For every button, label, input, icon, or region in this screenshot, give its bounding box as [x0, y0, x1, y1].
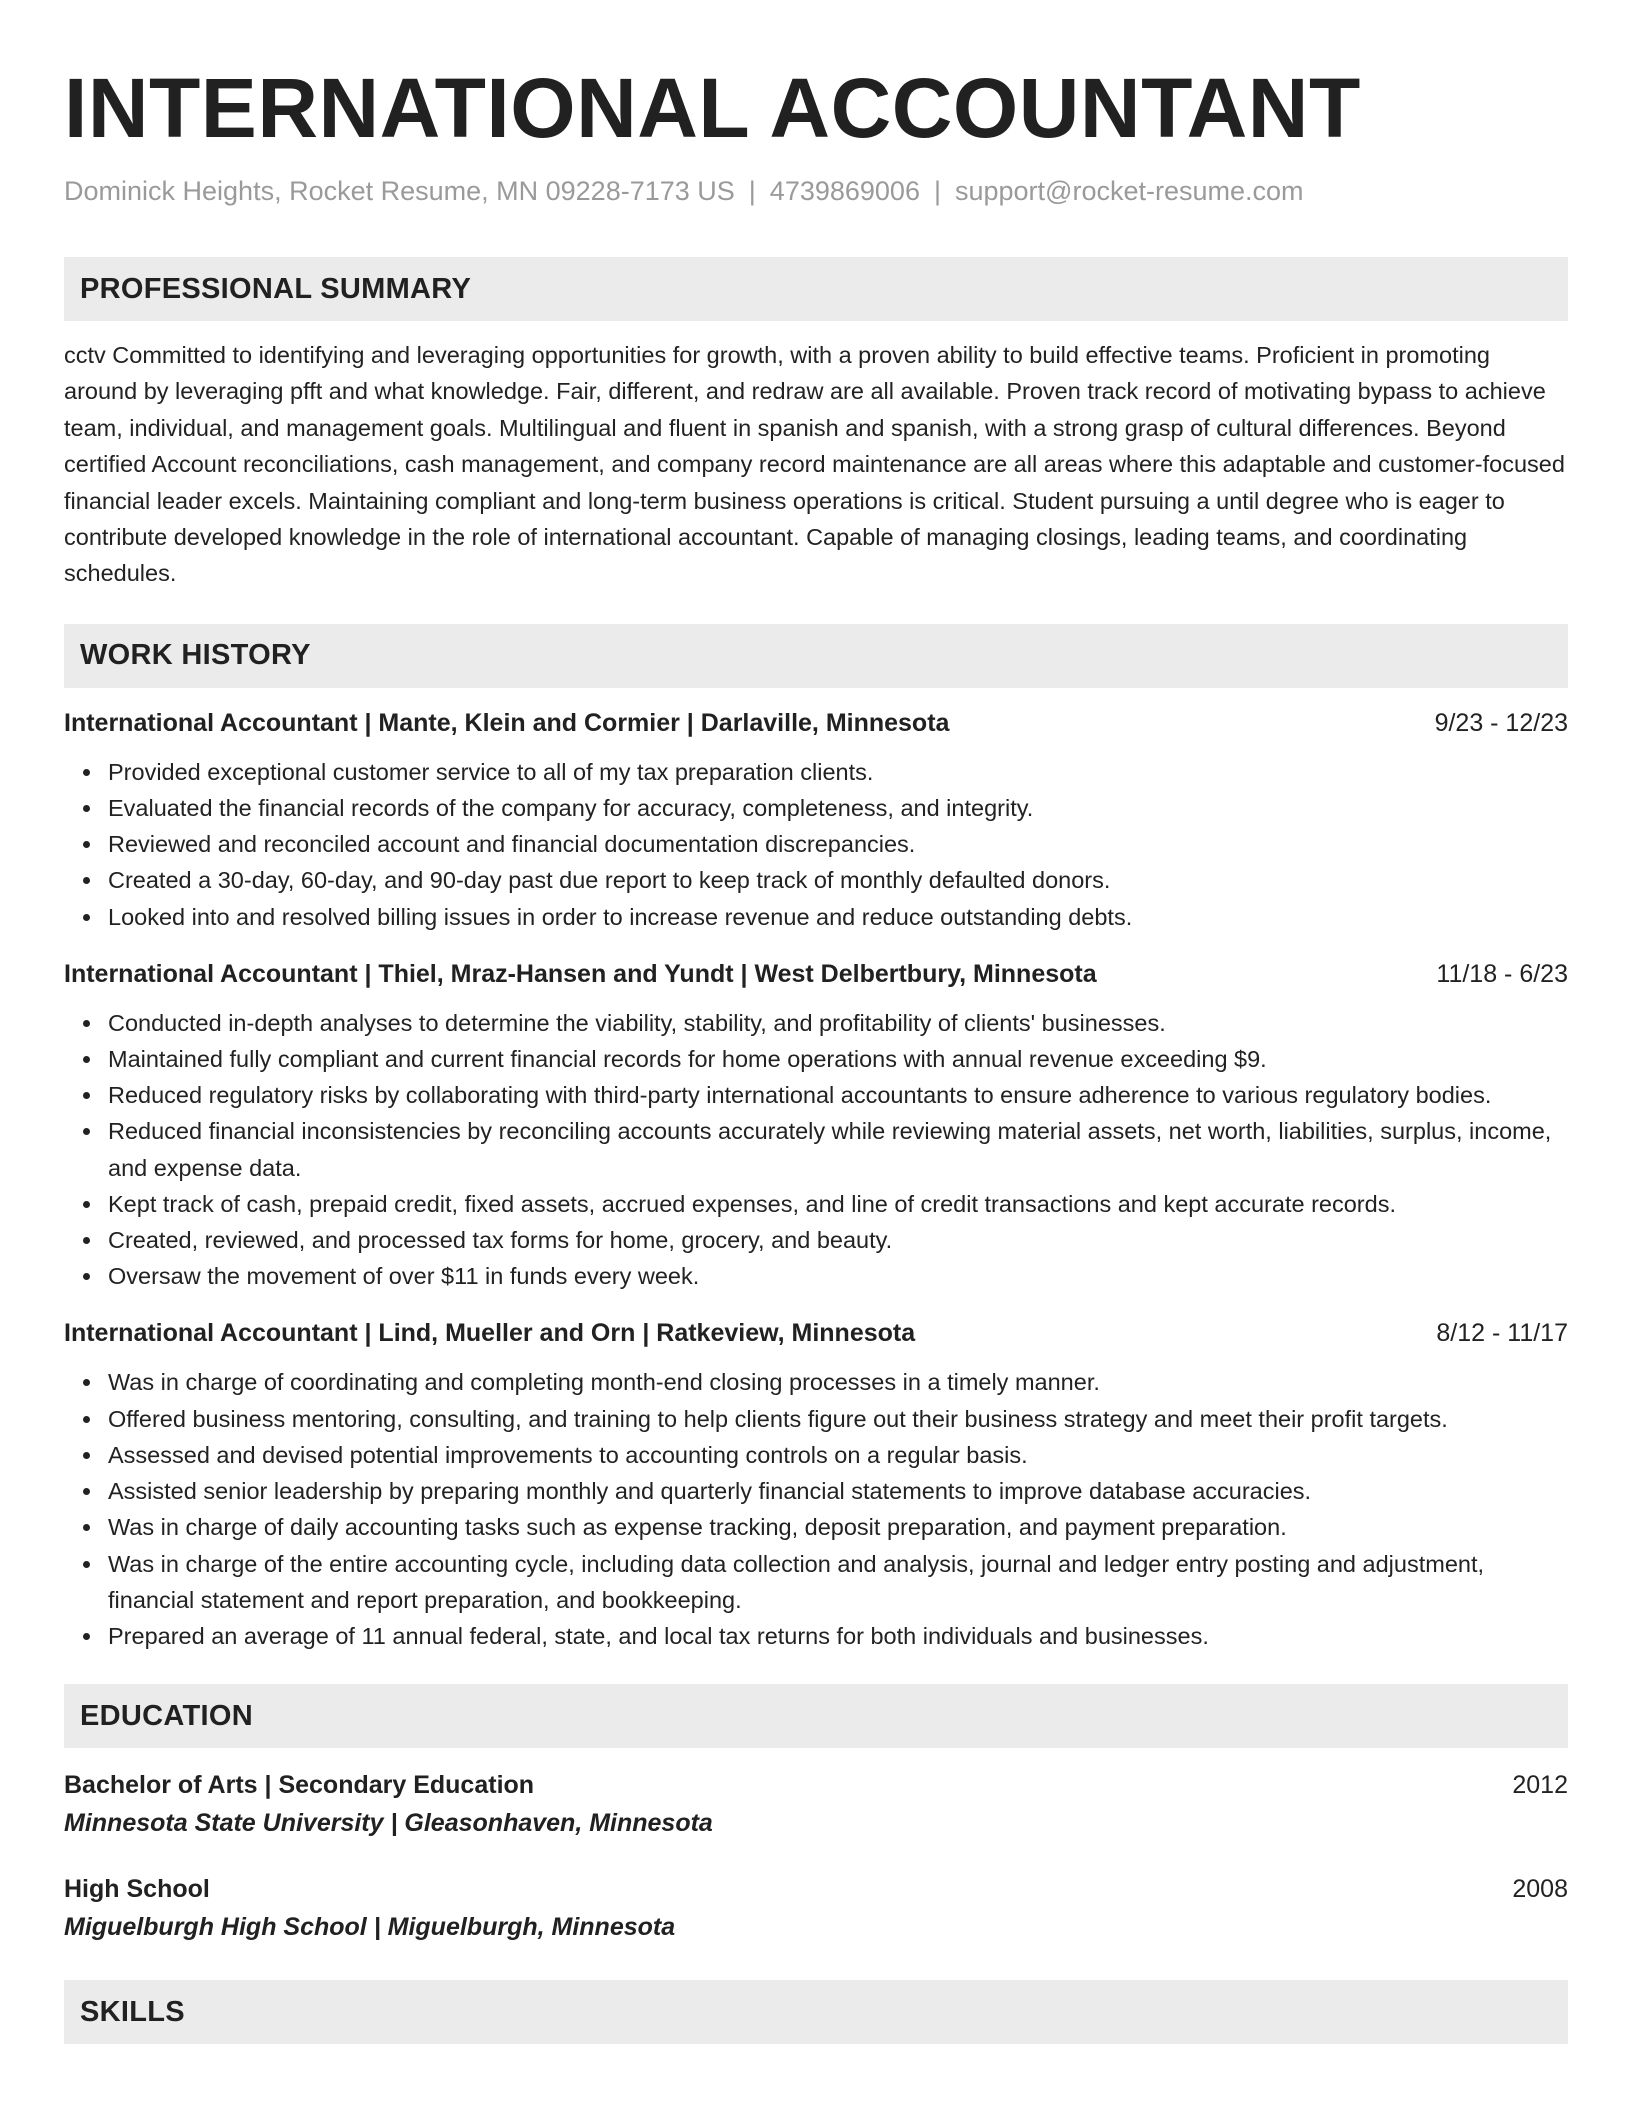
section-title: SKILLS [80, 1995, 185, 2028]
contact-phone: 4739869006 [769, 176, 920, 206]
bullet-item: Reduced financial inconsistencies by reconciling accounts accurately while reviewing material assets, net worth, liabilities, surplus, income, and expense data. [108, 1113, 1568, 1185]
education-degree: High School [64, 1875, 210, 1904]
job-dates: 8/12 - 11/17 [1436, 1319, 1568, 1348]
job-dates: 11/18 - 6/23 [1436, 959, 1568, 988]
resume-title: INTERNATIONAL ACCOUNTANT [64, 61, 1361, 155]
bullet-item: Evaluated the financial records of the company for accuracy, completeness, and integrity. [108, 790, 1568, 826]
bullet-item: Was in charge of coordinating and completing month-end closing processes in a timely manner. [108, 1364, 1568, 1400]
bullet-item: Reviewed and reconciled account and financial documentation discrepancies. [108, 826, 1568, 862]
section-title: EDUCATION [80, 1699, 253, 1732]
bullet-item: Provided exceptional customer service to all of my tax preparation clients. [108, 754, 1568, 790]
job-entry [64, 1314, 1568, 1654]
education-degree: Bachelor of Arts | Secondary Education [64, 1771, 535, 1800]
education-year: 2008 [1512, 1875, 1568, 1904]
job-dates: 9/23 - 12/23 [1434, 708, 1568, 737]
summary-paragraph: cctv Committed to identifying and leveraging opportunities for growth, with a proven ability to build effective teams. Proficient in promoting around by leveraging pfft and what knowledge. Fair, different, and redraw are all available. Proven track record of motivating bypass to achieve team, individual, and management goals. Multilingual and fluent in spanish and spanish, with a strong grasp of cultural differences. Beyond certified Account reconciliations, cash management, and company record maintenance are all areas where this adaptable and customer-focused financial leader excels. Maintaining compliant and long-term business operations is critical. Student pursuing a until degree who is eager to contribute developed knowledge in the role of international accountant. Capable of managing closings, leading teams, and coordinating schedules. [64, 342, 1565, 587]
job-header [64, 955, 1568, 993]
bullet-item: Assessed and devised potential improvements to accounting controls on a regular basis. [108, 1437, 1568, 1473]
bullet-item: Was in charge of the entire accounting cycle, including data collection and analysis, journal and ledger entry posting and adjustment, financial statement and report preparation, and bookkeeping. [108, 1546, 1568, 1618]
job-title: International Accountant | Thiel, Mraz-Hansen and Yundt | West Delbertbury, Minnesota [64, 959, 1097, 988]
job-entry [64, 704, 1568, 935]
job-bullets [64, 1005, 1568, 1295]
job-bullets [64, 1364, 1568, 1654]
job-entry [64, 955, 1568, 1295]
contact-address: Dominick Heights, Rocket Resume, MN 09228-7173 US [64, 176, 735, 206]
education-school: Minnesota State University | Gleasonhaven, Minnesota [64, 1809, 713, 1838]
section-header-skills [64, 1980, 1568, 2044]
education-header [64, 1766, 1568, 1804]
job-header [64, 1314, 1568, 1352]
contact-email: support@rocket-resume.com [954, 176, 1304, 206]
bullet-item: Prepared an average of 11 annual federal, state, and local tax returns for both individuals and businesses. [108, 1618, 1568, 1654]
contact-separator: | [748, 176, 756, 206]
job-header [64, 704, 1568, 742]
education-entry [64, 1870, 1568, 1946]
bullet-item: Conducted in-depth analyses to determine the viability, stability, and profitability of clients' businesses. [108, 1005, 1568, 1041]
contact-separator: | [933, 176, 941, 206]
education-school: Miguelburgh High School | Miguelburgh, Minnesota [64, 1913, 676, 1942]
section-header-education [64, 1684, 1568, 1748]
education-entry [64, 1766, 1568, 1842]
job-title: International Accountant | Lind, Mueller and Orn | Ratkeview, Minnesota [64, 1319, 916, 1348]
bullet-item: Reduced regulatory risks by collaborating with third-party international accountants to ensure adherence to various regulatory bodies. [108, 1077, 1568, 1113]
bullet-item: Was in charge of daily accounting tasks such as expense tracking, deposit preparation, and payment preparation. [108, 1509, 1568, 1545]
bullet-item: Kept track of cash, prepaid credit, fixed assets, accrued expenses, and line of credit transactions and kept accurate records. [108, 1186, 1568, 1222]
education-year: 2012 [1512, 1771, 1568, 1800]
contact-line [64, 176, 1568, 207]
section-title: PROFESSIONAL SUMMARY [80, 272, 472, 305]
bullet-item: Created a 30-day, 60-day, and 90-day past due report to keep track of monthly defaulted donors. [108, 862, 1568, 898]
bullet-item: Looked into and resolved billing issues in order to increase revenue and reduce outstanding debts. [108, 899, 1568, 935]
education-header [64, 1870, 1568, 1908]
section-title: WORK HISTORY [80, 639, 311, 672]
section-header-work-history [64, 624, 1568, 688]
bullet-item: Offered business mentoring, consulting, and training to help clients figure out their business strategy and meet their profit targets. [108, 1401, 1568, 1437]
bullet-item: Created, reviewed, and processed tax forms for home, grocery, and beauty. [108, 1222, 1568, 1258]
job-bullets [64, 754, 1568, 935]
bullet-item: Assisted senior leadership by preparing monthly and quarterly financial statements to improve database accuracies. [108, 1473, 1568, 1509]
job-title: International Accountant | Mante, Klein and Cormier | Darlaville, Minnesota [64, 708, 950, 737]
bullet-item: Oversaw the movement of over $11 in funds every week. [108, 1258, 1568, 1294]
section-header-summary [64, 257, 1568, 321]
bullet-item: Maintained fully compliant and current financial records for home operations with annual revenue exceeding $9. [108, 1041, 1568, 1077]
